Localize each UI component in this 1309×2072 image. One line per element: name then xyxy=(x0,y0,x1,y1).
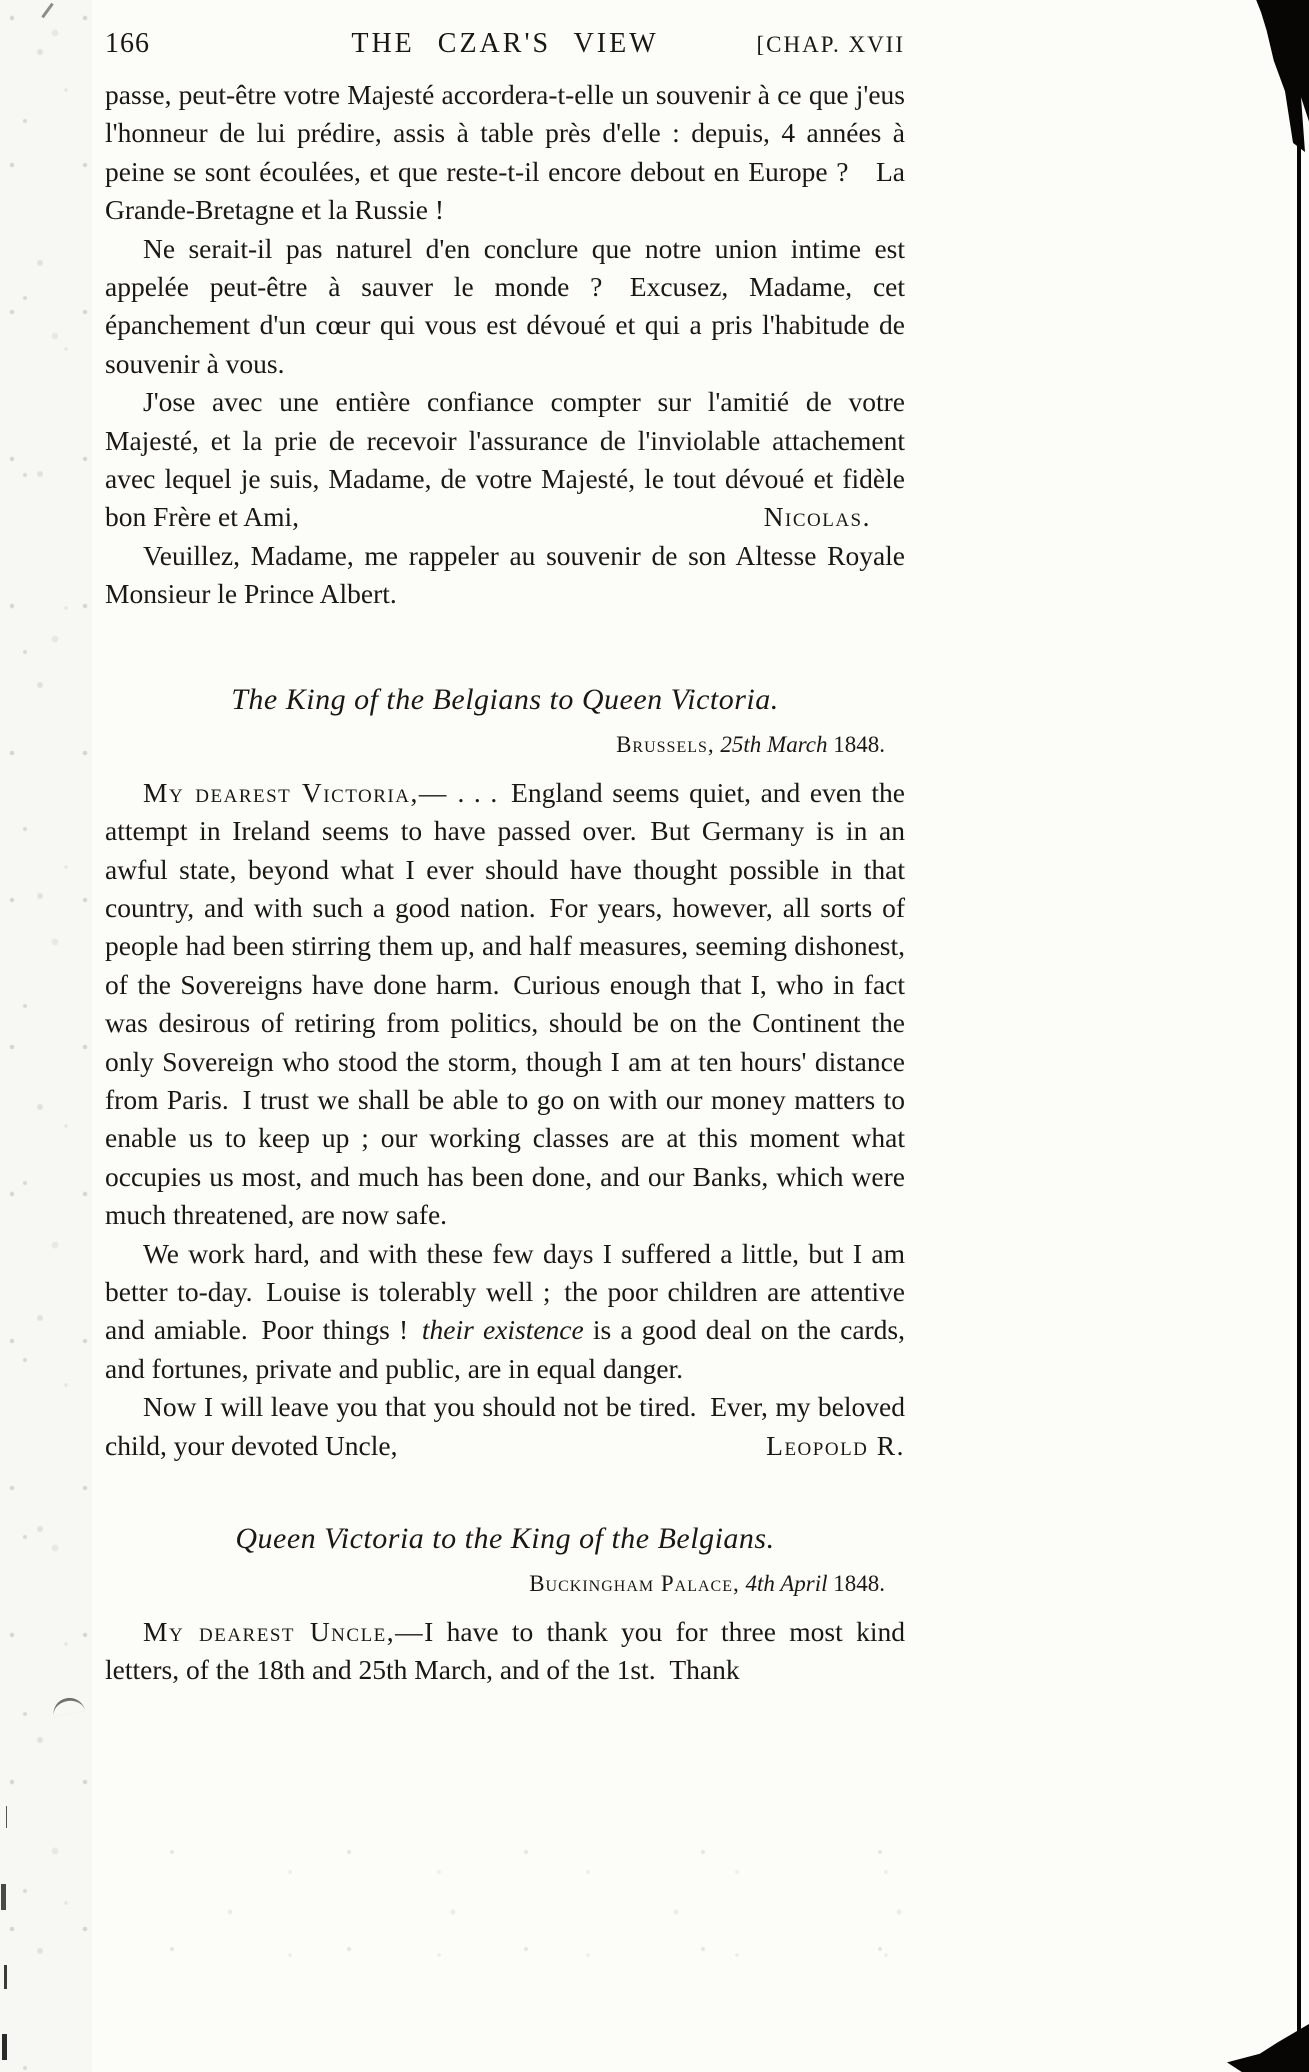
dateline-buckingham xyxy=(105,1569,885,1599)
french-paragraph-2: Ne serait-il pas naturel d'en conclure que notre union intime est appelée peut-être à sauver le monde ? Excusez, Madame, cet épanchement d'un cœur qui vous est dévoué et qui a pris l'habitude de souvenir à vous. xyxy=(105,232,905,379)
letter1-paragraph-3-text: Now I will leave you that you should not be tired. Ever, my beloved child, your devoted Uncle, xyxy=(105,1391,905,1461)
dateline-year: 1848. xyxy=(833,731,885,757)
dateline-brussels xyxy=(105,730,885,760)
signature-leopold: Leopold R. xyxy=(766,1429,905,1461)
letter1-paragraph-1 xyxy=(105,774,905,1235)
dateline-place: Buckingham Palace, xyxy=(529,1571,740,1596)
dateline-date: 25th March xyxy=(720,731,828,757)
dateline-place: Brussels, xyxy=(616,731,715,757)
letter2-paragraph-1-text: I have to thank you for three most kind letters, of the 18th and 25th March, and of the 1st. Thank xyxy=(105,1616,905,1686)
letter1-paragraph-2 xyxy=(105,1235,905,1389)
french-paragraph-3-text: J'ose avec une entière confiance compter sur l'amitié de votre Majesté, et la prie de recevoir l'assurance de l'inviolable attachement avec lequel je suis, Madame, de votre Majesté, le tout dévoué et fidèle bon Frère et Ami, xyxy=(105,386,905,533)
chapter-label: [CHAP. XVII xyxy=(756,32,905,57)
letter1-salutation: My dearest Victoria,— xyxy=(143,776,448,808)
signature-nicolas: Nicolas. xyxy=(763,501,871,533)
page-header xyxy=(105,28,905,70)
letter1-paragraph-2-italic: their existence xyxy=(421,1314,584,1346)
letter2-salutation: My dearest Uncle,— xyxy=(143,1616,425,1647)
letter-heading-victoria-to-king: Queen Victoria to the King of the Belgians. xyxy=(235,1522,775,1555)
letter1-paragraph-2-pre: We work hard, and with these few days I suffered a little, but I am better to-day. Louise is tolerably well ; the poor children are attentive and amiable. Poor things ! xyxy=(105,1237,905,1346)
letter1-paragraph-2-post: is a good deal on the cards, and fortunes, private and public, are in equal danger. xyxy=(105,1314,906,1384)
text-column xyxy=(105,0,905,1690)
page-number: 166 xyxy=(105,28,150,59)
letter1-paragraph-1-text: . . . England seems quiet, and even the attempt in Ireland seems to have passed over. But Germany is in an awful state, beyond what I ever should have thought possible in that country, and with such a good nation. For years, however, all sorts of people had been stirring them up, and half measures, seeming dishonest, of the Sovereigns have done harm. Curious enough that I, who in fact was desirous of retiring from politics, should be on the Continent the only Sovereign who stood the storm, though I am at ten hours' distance from Paris. I trust we shall be able to go on with our money matters to enable us to keep up ; our working classes are at this moment what occupies us most, and much has been done, and our Banks, which were much threatened, are now safe. xyxy=(105,776,905,1231)
letter-heading-king-to-victoria: The King of the Belgians to Queen Victoria. xyxy=(231,682,779,716)
french-paragraph-4: Veuillez, Madame, me rappeler au souvenir de son Altesse Royale Monsieur le Prince Albert. xyxy=(105,539,905,610)
letter1-paragraph-3 xyxy=(105,1388,905,1465)
french-paragraph-1: passe, peut-être votre Majesté accordera-t-elle un souvenir à ce que j'eus l'honneur de lui prédire, assis à table près d'elle : depuis, 4 années à peine se sont écoulées, et que reste-t-il encore debout en Europe ? La Grande-Bretagne et la Russie ! xyxy=(105,79,905,226)
page-body xyxy=(105,76,905,1690)
dateline-date: 4th April xyxy=(745,1571,828,1596)
dateline-year: 1848. xyxy=(833,1571,885,1596)
letter2-paragraph-1 xyxy=(105,1613,905,1690)
page-edge-line xyxy=(1297,126,1301,2034)
scan-bottom-noise xyxy=(150,1822,929,2002)
left-edge-marks xyxy=(2,2034,7,2060)
running-title: THE CZAR'S VIEW xyxy=(351,28,659,59)
french-paragraph-3 xyxy=(105,383,905,537)
scan-margin-noise xyxy=(0,0,92,2072)
